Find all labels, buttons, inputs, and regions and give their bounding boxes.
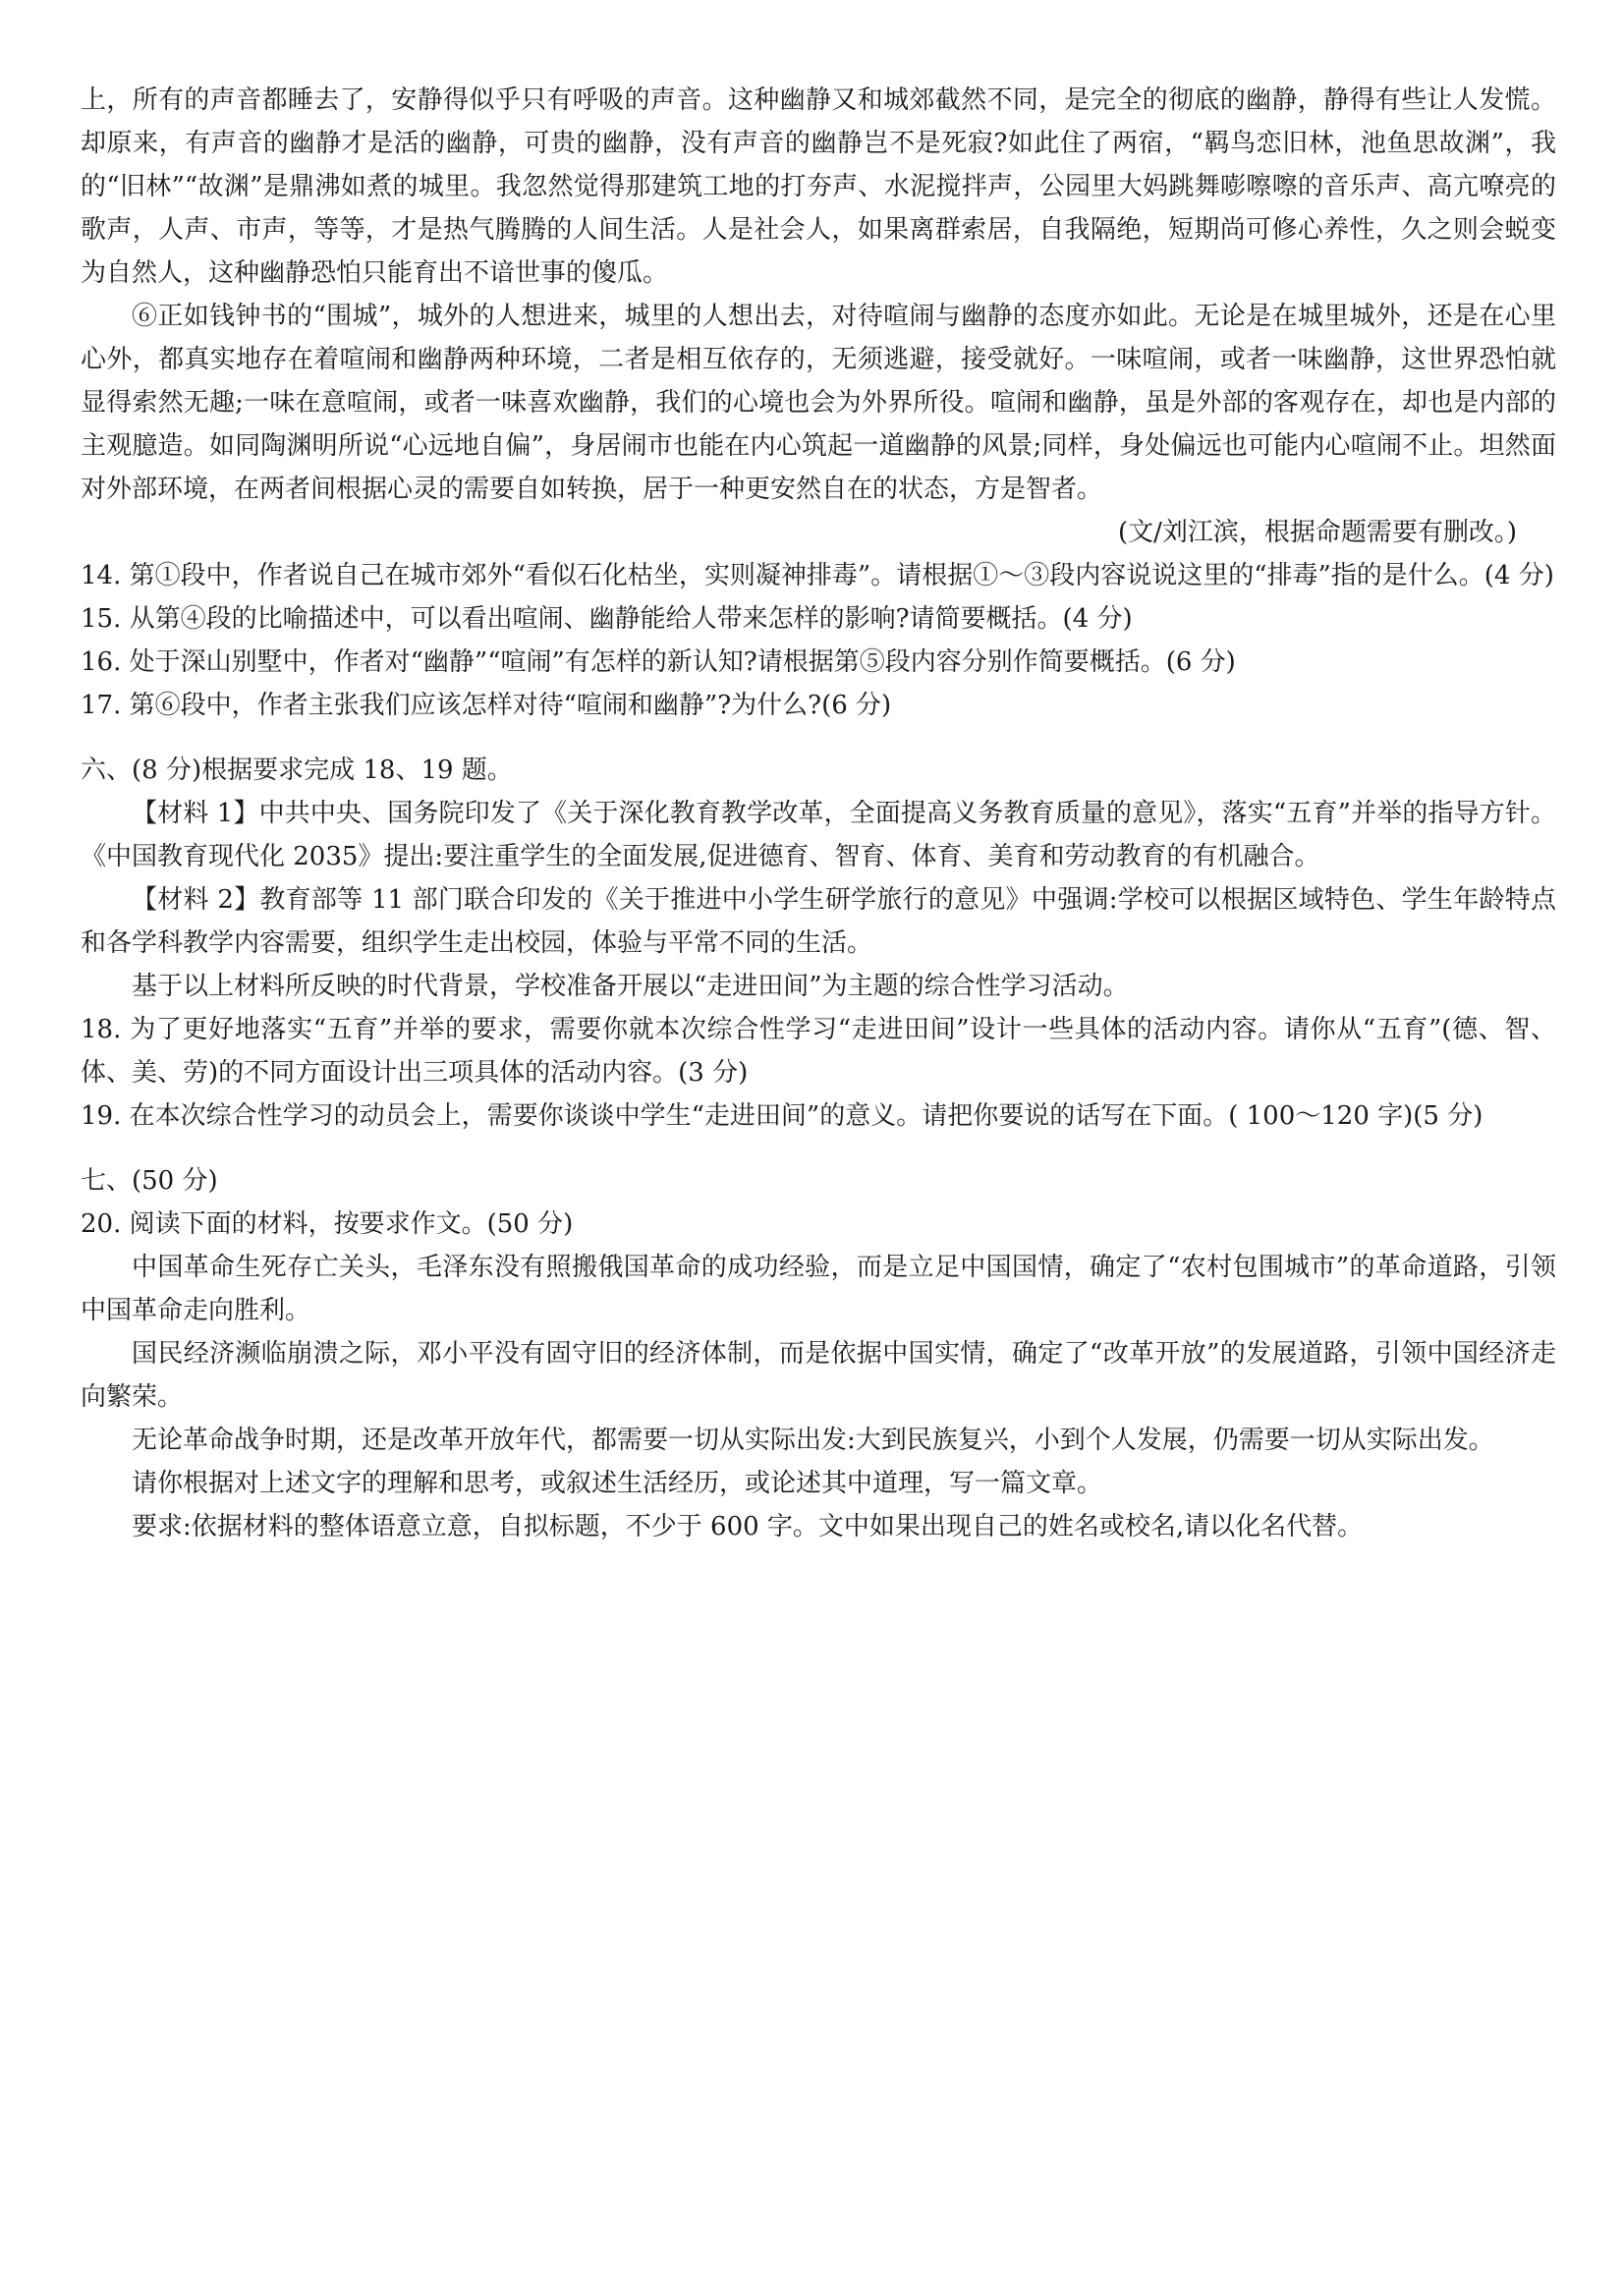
section-6-title: 六、(8 分)根据要求完成 18、19 题。 (81, 756, 513, 785)
spacer (81, 1138, 1556, 1159)
essay-material-paragraph-3: 无论革命战争时期，还是改革开放年代，都需要一切从实际出发:大到民族复兴，小到个人发展，仍需要一切从实际出发。 (132, 1426, 1494, 1455)
reading-paragraph-6-block (81, 295, 1556, 554)
question-18: 18. 为了更好地落实“五育”并举的要求，需要你就本次综合性学习“走进田间”设计一些具体的活动内容。请你从“五育”(德、智、体、美、劳)的不同方面设计出三项具体的活动内容。(3 分) (81, 1015, 1556, 1088)
question-19: 19. 在本次综合性学习的动员会上，需要你谈谈中学生“走进田间”的意义。请把你要说的话写在下面。( 100～120 字)(5 分) (81, 1101, 1483, 1131)
reading-paragraph-6 (81, 295, 1556, 547)
question-14: 14. 第①段中，作者说自己在城市郊外“看似石化枯坐，实则凝神排毒”。请根据①～③段内容说说这里的“排毒”指的是什么。(4 分) (81, 561, 1554, 590)
essay-requirements: 要求:依据材料的整体语意立意，自拟标题，不少于 600 字。文中如果出现自己的姓名或校名,请以化名代替。 (132, 1512, 1364, 1541)
question-20: 20. 阅读下面的材料，按要求作文。(50 分) (81, 1209, 574, 1239)
spacer (81, 727, 1556, 749)
material-2: 【材料 2】教育部等 11 部门联合印发的《关于推进中小学生研学旅行的意见》中强调:学校可以根据区域特色、学生年龄特点和各学科教学内容需要，组织学生走出校园，体验与平常不同的生活。 (81, 885, 1556, 958)
essay-material-paragraph-1: 中国革命生死存亡关头，毛泽东没有照搬俄国革命的成功经验，而是立足中国国情，确定了“农村包围城市”的革命道路，引领中国革命走向胜利。 (81, 1253, 1556, 1325)
question-16: 16. 处于深山别墅中，作者对“幽静”“喧闹”有怎样的新认知?请根据第⑤段内容分别作简要概括。(6 分) (81, 647, 1236, 677)
reading-source-note: (文/刘江滨，根据命题需要有删改。) (1117, 518, 1517, 547)
reading-paragraph-5-continued: 上，所有的声音都睡去了，安静得似乎只有呼吸的声音。这种幽静又和城郊截然不同，是完全的彻底的幽静，静得有些让人发慌。却原来，有声音的幽静才是活的幽静，可贵的幽静，没有声音的幽静岂不是死寂?如此住了两宿，“羁鸟恋旧林，池鱼思故渊”，我的“旧林”“故渊”是鼎沸如煮的城里。我忽然觉得那建筑工地的打夯声、水泥搅拌声，公园里大妈跳舞嘭嚓嚓的音乐声、高亢嘹亮的歌声，人声、市声，等等，才是热气腾腾的人间生活。人是社会人，如果离群索居，自我隔绝，短期尚可修心养性，久之则会蜕变为自然人，这种幽静恐怕只能育出不谙世事的傻瓜。 (81, 85, 1556, 288)
material-1: 【材料 1】中共中央、国务院印发了《关于深化教育教学改革，全面提高义务教育质量的意见》，落实“五育”并举的指导方针。《中国教育现代化 2035》提出:要注重学生的全面发展,促进德育、智育、体育、美育和劳动教育的有机融合。 (81, 799, 1556, 871)
exam-page (81, 79, 1556, 1548)
essay-instruction: 请你根据对上述文字的理解和思考，或叙述生活经历，或论述其中道理，写一篇文章。 (132, 1469, 1103, 1498)
section-7-title: 七、(50 分) (81, 1166, 218, 1196)
activity-context: 基于以上材料所反映的时代背景，学校准备开展以“走进田间”为主题的综合性学习活动。 (132, 972, 1129, 1001)
question-15: 15. 从第④段的比喻描述中，可以看出喧闹、幽静能给人带来怎样的影响?请简要概括。(4 分) (81, 604, 1133, 634)
reading-paragraph-6-text: ⑥正如钱钟书的“围城”，城外的人想进来，城里的人想出去，对待喧闹与幽静的态度亦如此。无论是在城里城外，还是在心里心外，都真实地存在着喧闹和幽静两种环境，二者是相互依存的，无须逃避，接受就好。一味喧闹，或者一味幽静，这世界恐怕就显得索然无趣;一味在意喧闹，或者一味喜欢幽静，我们的心境也会为外界所役。喧闹和幽静，虽是外部的客观存在，却也是内部的主观臆造。如同陶渊明所说“心远地自偏”，身居闹市也能在内心筑起一道幽静的风景;同样，身处偏远也可能内心喧闹不止。坦然面对外部环境，在两者间根据心灵的需要自如转换，居于一种更安然自在的状态，方是智者。 (81, 302, 1556, 504)
question-17: 17. 第⑥段中，作者主张我们应该怎样对待“喧闹和幽静”?为什么?(6 分) (81, 691, 892, 720)
essay-material-paragraph-2: 国民经济濒临崩溃之际，邓小平没有固守旧的经济体制，而是依据中国实情，确定了“改革开放”的发展道路，引领中国经济走向繁荣。 (81, 1339, 1556, 1412)
